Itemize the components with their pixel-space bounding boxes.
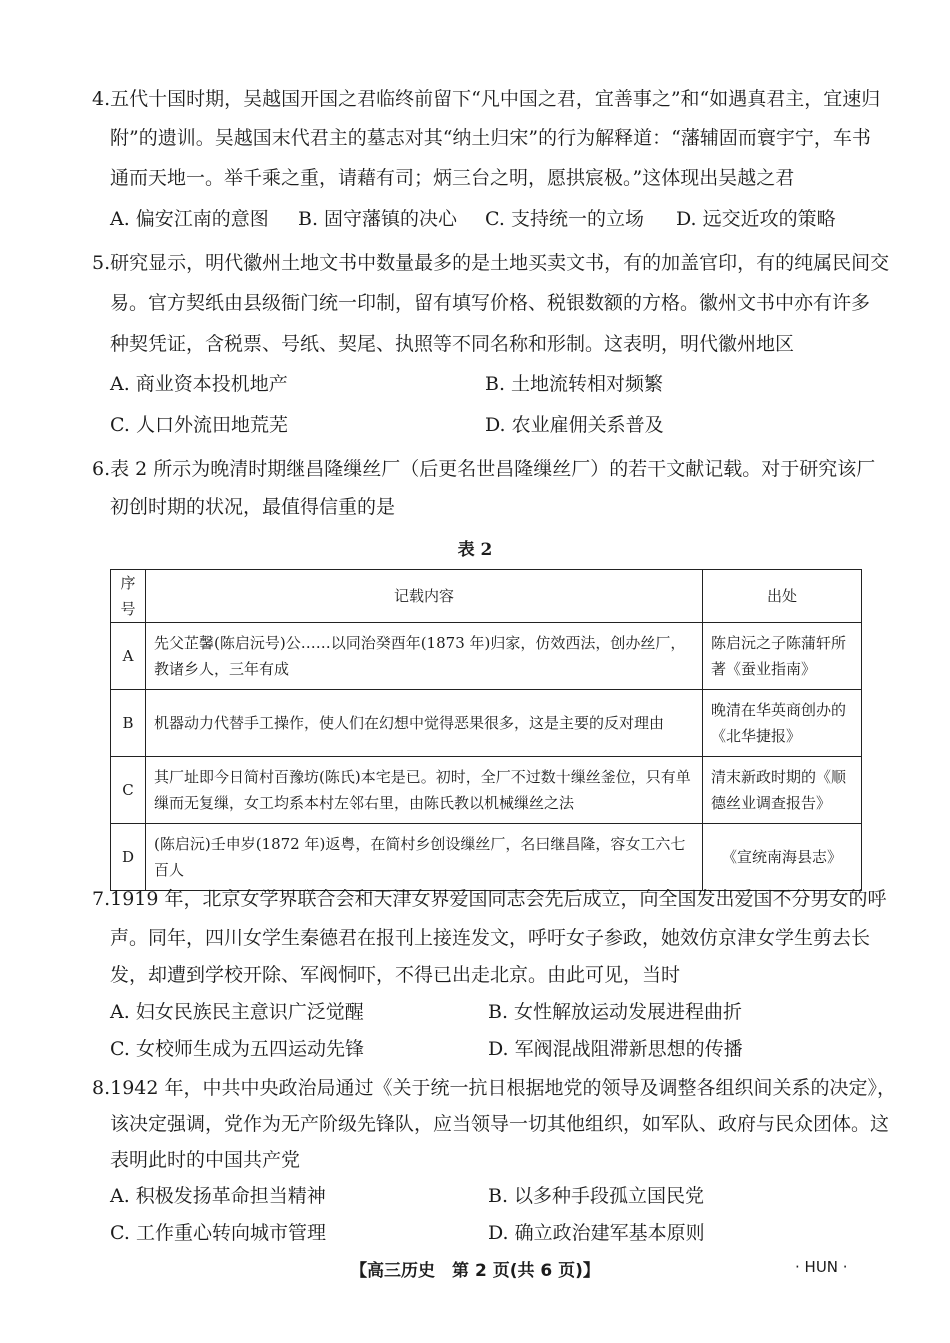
table-header-row [111,570,862,623]
question-4-option-b: B. 固守藩镇的决心 [298,208,458,230]
question-4-option-d: D. 远交近攻的策略 [676,208,836,230]
footer-code: · HUN · [795,1258,848,1276]
question-5-line-2: 易。官方契纸由县级衙门统一印制，留有填写价格、税银数额的方格。徽州文书中亦有许多 [110,292,871,314]
question-7-line-2: 声。同年，四川女学生秦德君在报刊上接连发文，呼吁女子参政，她效仿京津女学生剪去长 [110,927,871,949]
question-4-line-3: 通而天地一。举千乘之重，请藉有司；炳三台之明，愿拱宸极。”这体现出吴越之君 [110,167,795,189]
question-7-option-d: D. 军阀混战阻滞新思想的传播 [488,1038,743,1060]
question-8-line-1: 8.1942 年，中共中央政治局通过《关于统一抗日根据地党的领导及调整各组织间关系的决定》， [92,1077,897,1099]
table-header-source: 出处 [703,570,862,623]
table-row [111,690,862,757]
question-8-option-d: D. 确立政治建军基本原则 [488,1222,705,1244]
question-5-option-c: C. 人口外流田地荒芜 [110,414,288,436]
question-5-option-b: B. 土地流转相对频繁 [485,373,664,395]
table-cell-content: 其厂址即今日简村百豫坊(陈氏)本宅是已。初时，全厂不过数十缫丝釜位，只有单缫而无复缫，女工均系本村左邻右里，由陈氏教以机械缫丝之法 [146,757,703,824]
table-cell-number: C [111,757,146,824]
table-row [111,623,862,690]
table-row [111,824,862,891]
table-header-content: 记载内容 [146,570,703,623]
question-8-option-c: C. 工作重心转向城市管理 [110,1222,326,1244]
question-4-option-a: A. 偏安江南的意图 [110,208,269,230]
question-5-line-3: 种契凭证，含税票、号纸、契尾、执照等不同名称和形制。这表明，明代徽州地区 [110,333,795,355]
question-8-option-b: B. 以多种手段孤立国民党 [488,1185,705,1207]
table-cell-content: 机器动力代替手工操作，使人们在幻想中觉得恶果很多，这是主要的反对理由 [146,690,703,757]
table-cell-source: 《宣统南海县志》 [703,824,862,891]
question-5-line-1: 5.研究显示，明代徽州土地文书中数量最多的是土地买卖文书，有的加盖官印，有的纯属民间交 [92,252,890,274]
table-cell-number: B [111,690,146,757]
table-cell-number: A [111,623,146,690]
question-7-option-a: A. 妇女民族民主意识广泛觉醒 [110,1001,364,1023]
question-7-line-3: 发，却遭到学校开除、军阀恫吓，不得已出走北京。由此可见，当时 [110,964,681,986]
table-cell-number: D [111,824,146,891]
question-8-line-2: 该决定强调，党作为无产阶级先锋队，应当领导一切其他组织，如军队、政府与民众团体。这 [110,1113,890,1135]
question-7-option-b: B. 女性解放运动发展进程曲折 [488,1001,743,1023]
question-4-option-c: C. 支持统一的立场 [485,208,644,230]
question-5-option-a: A. 商业资本投机地产 [110,373,288,395]
question-6-line-1: 6.表 2 所示为晚清时期继昌隆缫丝厂（后更名世昌隆缫丝厂）的若干文献记载。对于研究该厂 [92,458,876,480]
question-4-line-2: 附”的遗训。吴越国末代君主的墓志对其“纳土归宋”的行为解释道：“藩辅固而寰宇宁，车书 [110,127,871,149]
question-7-option-c: C. 女校师生成为五四运动先锋 [110,1038,364,1060]
question-7-line-1: 7.1919 年，北京女学界联合会和天津女界爱国同志会先后成立，向全国发出爱国不分男女的呼 [92,888,887,910]
table-header-number: 序号 [111,570,146,623]
table-cell-content: (陈启沅)壬申岁(1872 年)返粤，在简村乡创设缫丝厂，名曰继昌隆，容女工六七百人 [146,824,703,891]
table-cell-content: 先父芷馨(陈启沅号)公……以同治癸酉年(1873 年)归家，仿效西法，创办丝厂，教诸乡人，三年有成 [146,623,703,690]
source-table [110,569,862,891]
question-5-option-d: D. 农业雇佣关系普及 [485,414,664,436]
table-caption: 表 2 [457,540,493,560]
page-footer: 【高三历史 第 2 页(共 6 页)】 [350,1261,600,1281]
table-cell-source: 清末新政时期的《顺德丝业调查报告》 [703,757,862,824]
question-8-line-3: 表明此时的中国共产党 [110,1149,301,1171]
question-6-line-2: 初创时期的状况，最值得信重的是 [110,496,396,518]
table-cell-source: 晚清在华英商创办的《北华捷报》 [703,690,862,757]
table-row [111,757,862,824]
question-8-option-a: A. 积极发扬革命担当精神 [110,1185,326,1207]
question-4-line-1: 4.五代十国时期，吴越国开国之君临终前留下“凡中国之君，宜善事之”和“如遇真君主，宜速归 [92,88,881,110]
table-cell-source: 陈启沅之子陈蒲轩所著《蚕业指南》 [703,623,862,690]
